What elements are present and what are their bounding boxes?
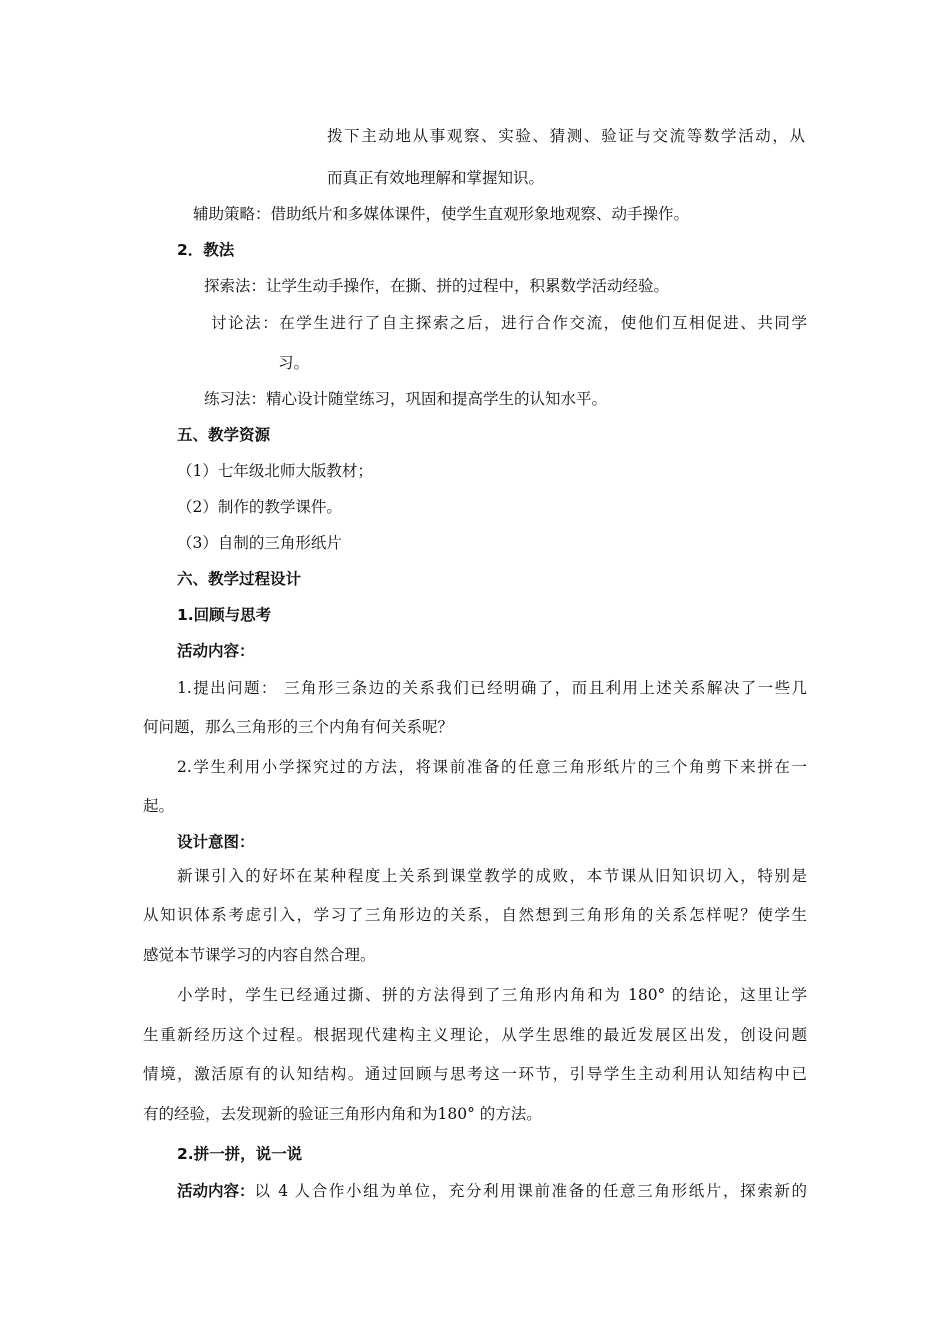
paragraph-line [177,1181,807,1201]
activity-label: 活动内容： [177,1182,255,1200]
section-heading: 五、教学资源 [177,426,271,444]
section-heading: 2.拼一拼，说一说 [177,1145,303,1163]
paragraph-line: 习。 [278,354,310,372]
section-heading: 设计意图： [177,833,255,851]
list-item: （3）自制的三角形纸片 [177,534,342,552]
paragraph-line: 起。 [143,797,175,815]
paragraph-line: 感觉本节课学习的内容自然合理。 [143,946,376,964]
paragraph-line: 生重新经历这个过程。根据现代建构主义理论，从学生思维的最近发展区出发，创设问题 [143,1026,807,1044]
section-heading: 1.回顾与思考 [177,606,272,624]
activity-text: 以 4 人合作小组为单位，充分利用课前准备的任意三角形纸片，探索新的 [254,1182,807,1200]
paragraph-line: 1.提出问题： 三角形三条边的关系我们已经明确了，而且利用上述关系解决了一些几 [177,679,807,697]
list-item: （2）制作的教学课件。 [177,498,342,516]
paragraph-line: 情境，激活原有的认知结构。通过回顾与思考这一环节，引导学生主动利用认知结构中已 [143,1065,807,1083]
paragraph-line: 拨下主动地从事观察、实验、猜测、验证与交流等数学活动，从 [327,127,805,145]
paragraph-line: 讨论法：在学生进行了自主探索之后，进行合作交流，使他们互相促进、共同学 [211,314,807,332]
paragraph-line: 从知识体系考虑引入，学习了三角形边的关系，自然想到三角形角的关系怎样呢？使学生 [143,906,807,924]
paragraph-line: 新课引入的好坏在某种程度上关系到课堂教学的成败，本节课从旧知识切入，特别是 [177,867,807,885]
paragraph-line: 练习法：精心设计随堂练习，巩固和提高学生的认知水平。 [204,390,608,408]
section-heading: 2．教法 [177,241,235,259]
paragraph-line: 而真正有效地理解和掌握知识。 [327,169,545,187]
paragraph-line: 有的经验，去发现新的验证三角形内角和为180° 的方法。 [143,1105,542,1123]
paragraph-line: 辅助策略：借助纸片和多媒体课件，使学生直观形象地观察、动手操作。 [193,205,690,223]
section-heading: 活动内容： [177,642,255,660]
paragraph-line: 探索法：让学生动手操作，在撕、拼的过程中，积累数学活动经验。 [204,277,670,295]
section-heading: 六、教学过程设计 [177,570,302,588]
paragraph-line: 小学时，学生已经通过撕、拼的方法得到了三角形内角和为 180° 的结论，这里让学 [177,986,807,1004]
paragraph-line: 2.学生利用小学探究过的方法，将课前准备的任意三角形纸片的三个角剪下来拼在一 [177,758,807,776]
paragraph-line: 何问题，那么三角形的三个内角有何关系呢？ [143,718,454,736]
list-item: （1）七年级北师大版教材； [177,462,373,480]
